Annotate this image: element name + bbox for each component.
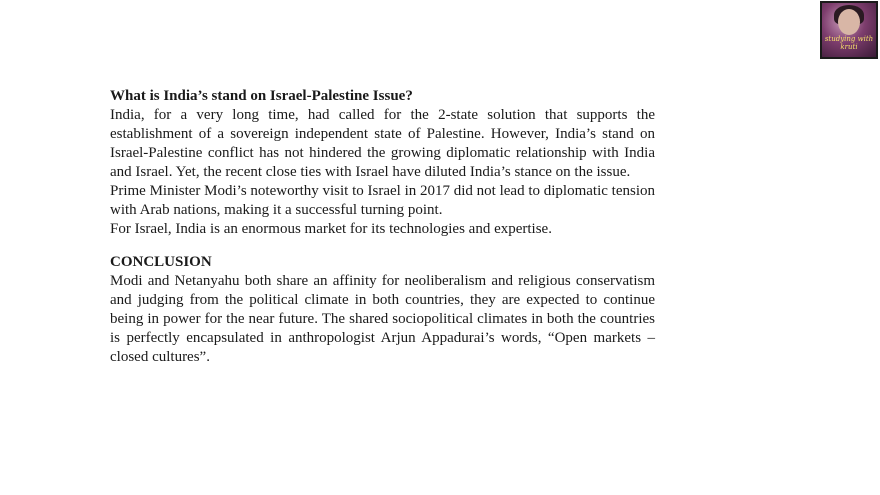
channel-logo bbox=[820, 1, 878, 59]
paragraph-conclusion: Modi and Netanyahu both share an affinity for neoliberalism and religious conservatism and judging from the political climate in both countries, they are expected to continue being in power for the near future. The shared sociopolitical climates in both the countries is perfectly encapsulated in anthropologist Arjun Appadurai’s words, “Open markets – closed cultures”. bbox=[110, 273, 655, 365]
logo-face-shape bbox=[838, 9, 860, 35]
slide-content bbox=[110, 87, 655, 367]
section-heading-india-stand: What is India’s stand on Israel-Palestine Issue? bbox=[110, 88, 413, 104]
logo-text: studying with kruti bbox=[824, 35, 874, 51]
paragraph-two-state-solution: India, for a very long time, had called for the 2-state solution that supports the establishment of a sovereign independent state of Palestine. However, India’s stand on Israel-Palestine conflict has not hindered the growing diplomatic relationship with India and Israel. Yet, the recent close ties with Israel have diluted India’s stance on the issue. bbox=[110, 107, 655, 180]
paragraph-modi-visit: Prime Minister Modi’s noteworthy visit to Israel in 2017 did not lead to diplomatic tension with Arab nations, making it a successful turning point. bbox=[110, 183, 655, 218]
section-spacer bbox=[110, 239, 655, 253]
section-heading-conclusion: CONCLUSION bbox=[110, 254, 212, 270]
paragraph-israel-market: For Israel, India is an enormous market for its technologies and expertise. bbox=[110, 221, 552, 237]
